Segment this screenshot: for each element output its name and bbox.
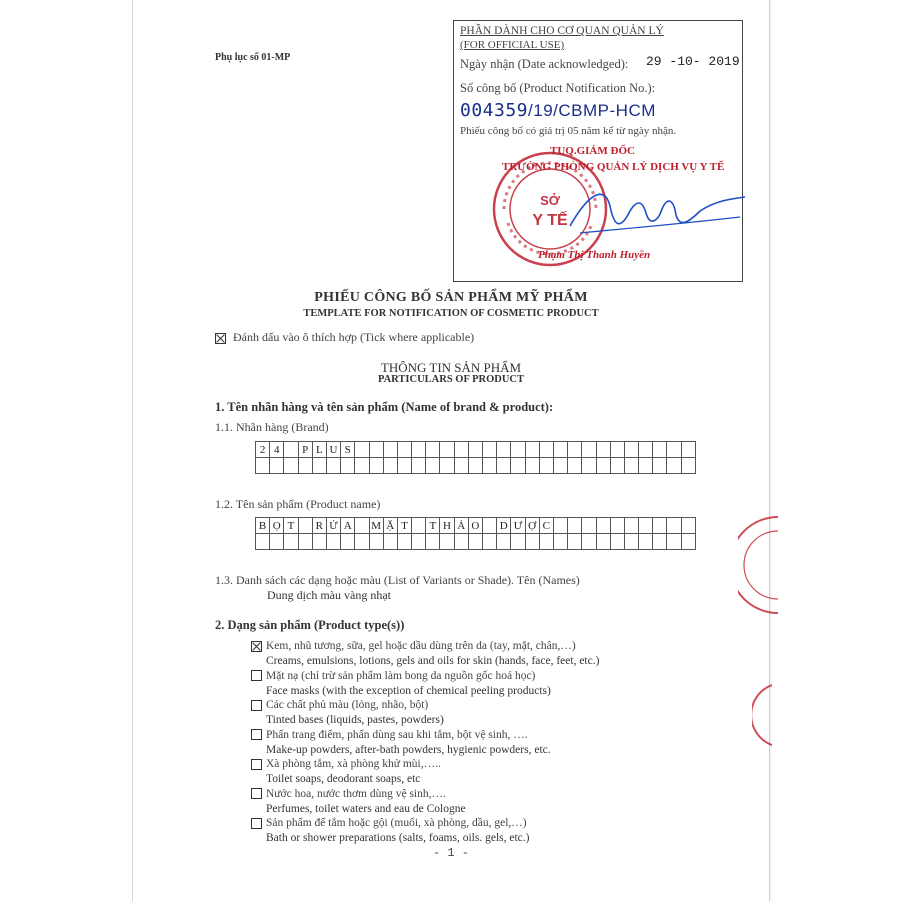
product-type-label-vi: Xà phòng tắm, xà phòng khử mùi,….. — [266, 758, 441, 770]
grid-cell — [667, 518, 681, 534]
product-type-label-vi: Mặt nạ (chỉ trừ sản phẩm làm bong da nguồn gốc hoá học) — [266, 669, 536, 682]
product-type-label-en: Bath or shower preparations (salts, foams, oils. gels, etc.) — [266, 832, 530, 844]
form-title-vi: PHIẾU CÔNG BỐ SẢN PHẨM MỸ PHẨM — [314, 290, 588, 305]
product-type-label-vi: Nước hoa, nước thơm dùng vệ sinh,…. — [266, 787, 446, 800]
grid-cell — [568, 458, 582, 474]
grid-cell: P — [298, 442, 312, 458]
grid-cell — [312, 458, 326, 474]
grid-cell — [681, 442, 695, 458]
grid-cell — [639, 518, 653, 534]
grid-cell — [383, 534, 397, 550]
grid-cell — [653, 458, 667, 474]
grid-cell — [256, 534, 270, 550]
official-use-box — [453, 20, 743, 282]
grid-cell — [412, 458, 426, 474]
grid-cell — [525, 442, 539, 458]
product-type-label-vi: Các chất phủ màu (lỏng, nhão, bột) — [266, 699, 429, 711]
grid-cell — [298, 518, 312, 534]
grid-cell — [639, 458, 653, 474]
svg-text:Y TẾ: Y TẾ — [532, 212, 568, 229]
grid-cell — [497, 458, 511, 474]
grid-cell: O — [468, 518, 482, 534]
grid-cell: B — [256, 518, 270, 534]
q1-heading: 1. Tên nhãn hàng và tên sản phẩm (Name of brand & product): — [215, 400, 554, 414]
brand-character-grid — [255, 441, 696, 474]
grid-cell — [639, 442, 653, 458]
grid-cell — [256, 458, 270, 474]
product-type-item — [251, 670, 535, 682]
product-name-character-grid — [255, 517, 696, 550]
grid-cell: D — [497, 518, 511, 534]
product-type-item — [251, 699, 428, 711]
validity-note: Phiếu công bố có giá trị 05 năm kể từ ngày nhận. — [460, 125, 677, 137]
grid-cell — [468, 442, 482, 458]
grid-cell — [440, 458, 454, 474]
grid-cell — [596, 442, 610, 458]
tick-instruction — [215, 330, 474, 345]
grid-cell: T — [397, 518, 411, 534]
grid-cell — [525, 534, 539, 550]
grid-cell — [596, 458, 610, 474]
grid-cell: 4 — [270, 442, 284, 458]
official-title-vi: PHẦN DÀNH CHO CƠ QUAN QUẢN LÝ — [460, 25, 664, 37]
section-title-en: PARTICULARS OF PRODUCT — [377, 374, 525, 385]
grid-cell — [355, 518, 369, 534]
grid-cell — [497, 534, 511, 550]
grid-cell — [383, 442, 397, 458]
edge-seal-top — [738, 515, 778, 615]
grid-cell — [270, 458, 284, 474]
grid-cell — [483, 442, 497, 458]
product-type-label-en: Perfumes, toilet waters and eau de Cologne — [266, 802, 466, 815]
official-title-en: (FOR OFFICIAL USE) — [460, 39, 565, 51]
signer-name: Phạm Thị Thanh Huyền — [538, 249, 651, 261]
grid-cell — [326, 458, 340, 474]
grid-cell — [553, 518, 567, 534]
product-type-label-vi: Phấn trang điểm, phấn dùng sau khi tắm, bột vệ sinh, …. — [266, 728, 528, 741]
grid-cell — [568, 518, 582, 534]
grid-cell — [667, 534, 681, 550]
grid-cell — [341, 458, 355, 474]
grid-cell — [582, 534, 596, 550]
checkbox-icon — [251, 788, 262, 799]
grid-cell — [568, 534, 582, 550]
checkbox-icon — [251, 700, 262, 711]
grid-cell — [539, 534, 553, 550]
notification-number-suffix: /19/CBMP-HCM — [528, 101, 656, 120]
grid-cell — [624, 442, 638, 458]
grid-cell — [624, 458, 638, 474]
tick-instruction-text: Đánh dấu vào ô thích hợp (Tick where applicable) — [233, 330, 475, 344]
form-title-en: TEMPLATE FOR NOTIFICATION OF COSMETIC PRODUCT — [303, 308, 599, 319]
product-type-label-en: Toilet soaps, deodorant soaps, etc — [266, 773, 421, 785]
grid-cell — [582, 518, 596, 534]
grid-cell — [596, 518, 610, 534]
product-type-item — [251, 758, 441, 770]
grid-cell — [440, 442, 454, 458]
signer-title-1: TUQ.GIÁM ĐỐC — [550, 145, 635, 157]
product-name-label: 1.2. Tên sản phẩm (Product name) — [215, 497, 381, 511]
notification-number-digits: 004359 — [460, 100, 529, 121]
grid-cell — [397, 442, 411, 458]
edge-seal-bottom — [752, 683, 772, 747]
grid-cell — [326, 534, 340, 550]
grid-cell: Ặ — [383, 518, 397, 534]
grid-cell — [412, 442, 426, 458]
svg-text:SỞ: SỞ — [540, 193, 560, 208]
grid-cell — [653, 518, 667, 534]
grid-cell — [483, 518, 497, 534]
product-type-item — [251, 729, 528, 741]
grid-cell: Ả — [454, 518, 468, 534]
grid-cell: Ử — [326, 518, 340, 534]
grid-cell — [610, 458, 624, 474]
product-type-label-en: Tinted bases (liquids, pastes, powders) — [266, 714, 444, 726]
grid-cell — [667, 458, 681, 474]
grid-cell — [454, 442, 468, 458]
grid-cell — [483, 534, 497, 550]
grid-cell — [582, 458, 596, 474]
product-type-label-en: Face masks (with the exception of chemical peeling products) — [266, 684, 551, 697]
grid-cell — [369, 442, 383, 458]
grid-cell: C — [539, 518, 553, 534]
signature — [550, 171, 750, 251]
grid-cell — [355, 458, 369, 474]
grid-cell — [681, 518, 695, 534]
grid-cell — [298, 458, 312, 474]
grid-cell — [284, 534, 298, 550]
grid-cell — [312, 534, 326, 550]
grid-cell — [539, 442, 553, 458]
date-label: Ngày nhận (Date acknowledged): — [460, 57, 629, 71]
checkbox-icon — [251, 759, 262, 770]
grid-cell — [355, 442, 369, 458]
grid-cell: S — [341, 442, 355, 458]
grid-cell — [341, 534, 355, 550]
grid-cell — [497, 442, 511, 458]
product-type-label-vi: Sản phẩm để tắm hoặc gội (muối, xà phòng, dầu, gel,…) — [266, 817, 527, 829]
grid-cell — [511, 442, 525, 458]
checkbox-icon — [251, 670, 262, 681]
grid-cell — [568, 442, 582, 458]
checked-checkbox-icon — [215, 333, 226, 344]
checkbox-icon — [251, 729, 262, 740]
grid-cell — [610, 518, 624, 534]
annex-label: Phụ lục số 01-MP — [215, 52, 291, 63]
grid-cell — [539, 458, 553, 474]
grid-cell — [525, 458, 539, 474]
grid-cell — [397, 534, 411, 550]
grid-cell — [369, 534, 383, 550]
grid-cell — [426, 458, 440, 474]
product-type-label-en: Make-up powders, after-bath powders, hygienic powders, etc. — [266, 743, 551, 756]
grid-cell — [426, 442, 440, 458]
grid-cell — [639, 534, 653, 550]
grid-cell — [468, 458, 482, 474]
grid-cell — [468, 534, 482, 550]
grid-cell — [355, 534, 369, 550]
section-title-vi: THÔNG TIN SẢN PHẨM — [380, 360, 522, 375]
grid-cell — [553, 442, 567, 458]
grid-cell — [298, 534, 312, 550]
grid-cell — [270, 534, 284, 550]
grid-cell — [426, 534, 440, 550]
notification-number — [460, 100, 656, 122]
grid-cell — [653, 534, 667, 550]
grid-cell — [667, 442, 681, 458]
grid-cell — [582, 442, 596, 458]
product-type-item — [251, 788, 446, 800]
grid-cell — [369, 458, 383, 474]
grid-cell — [412, 518, 426, 534]
checked-checkbox-icon — [251, 641, 262, 652]
product-type-item — [251, 817, 527, 829]
checkbox-icon — [251, 818, 262, 829]
grid-cell: Ọ — [270, 518, 284, 534]
grid-cell — [681, 458, 695, 474]
page-number: - 1 - — [432, 846, 469, 860]
grid-cell — [483, 458, 497, 474]
variants-value: Dung dịch màu vàng nhạt — [267, 588, 391, 602]
grid-cell — [454, 458, 468, 474]
date-value: 29 -10- 2019 — [646, 54, 740, 69]
grid-cell: T — [284, 518, 298, 534]
grid-cell — [553, 534, 567, 550]
grid-cell: Ợ — [525, 518, 539, 534]
grid-cell — [681, 534, 695, 550]
grid-cell: Ư — [511, 518, 525, 534]
grid-cell — [610, 534, 624, 550]
grid-cell — [511, 534, 525, 550]
grid-cell — [397, 458, 411, 474]
q2-heading: 2. Dạng sản phẩm (Product type(s)) — [215, 618, 405, 632]
grid-cell: 2 — [256, 442, 270, 458]
grid-cell: H — [440, 518, 454, 534]
grid-cell — [383, 458, 397, 474]
document-page — [132, 0, 770, 901]
grid-cell — [440, 534, 454, 550]
grid-cell: T — [426, 518, 440, 534]
product-type-item — [251, 640, 576, 652]
product-type-label-en: Creams, emulsions, lotions, gels and oils for skin (hands, face, feet, etc.) — [266, 655, 600, 667]
grid-cell — [454, 534, 468, 550]
grid-cell — [284, 442, 298, 458]
grid-cell — [511, 458, 525, 474]
grid-cell: L — [312, 442, 326, 458]
grid-cell — [610, 442, 624, 458]
variants-label: 1.3. Danh sách các dạng hoặc màu (List of Variants or Shade). Tên (Names) — [215, 573, 580, 587]
grid-cell — [284, 458, 298, 474]
grid-cell: U — [326, 442, 340, 458]
grid-cell — [624, 518, 638, 534]
grid-cell: M — [369, 518, 383, 534]
grid-cell — [596, 534, 610, 550]
grid-cell: A — [341, 518, 355, 534]
grid-cell — [412, 534, 426, 550]
product-type-label-vi: Kem, nhũ tương, sữa, gel hoặc dầu dùng trên da (tay, mặt, chân,…) — [266, 640, 576, 652]
notification-number-label: Số công bố (Product Notification No.): — [460, 81, 656, 95]
grid-cell — [653, 442, 667, 458]
brand-label: 1.1. Nhãn hàng (Brand) — [215, 420, 329, 434]
grid-cell — [624, 534, 638, 550]
signer-title-2: TRƯỞNG PHÒNG QUẢN LÝ DỊCH VỤ Y TẾ — [502, 161, 725, 173]
grid-cell: R — [312, 518, 326, 534]
grid-cell — [553, 458, 567, 474]
